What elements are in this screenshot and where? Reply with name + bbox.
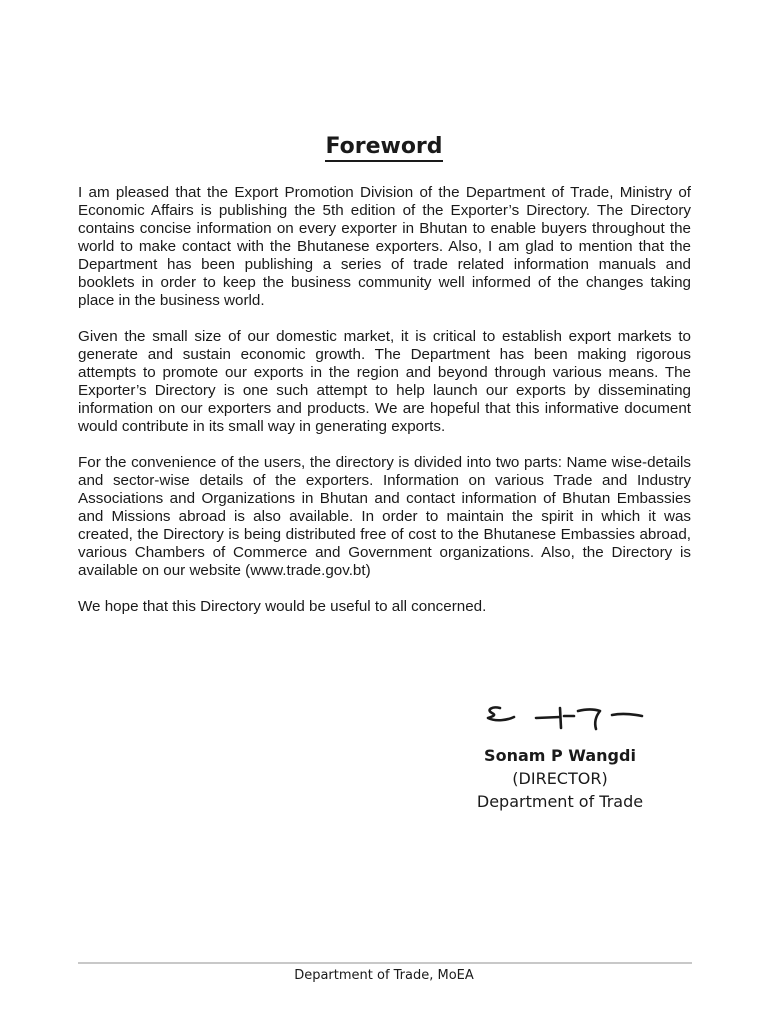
page-footer: Department of Trade, MoEA <box>294 968 474 983</box>
handwritten-signature <box>482 698 652 734</box>
page-title-text: Foreword <box>325 134 442 162</box>
signatory-block <box>450 744 670 813</box>
paragraph-4: We hope that this Directory would be useful to all concerned. <box>78 598 487 615</box>
foreword-body <box>78 184 691 634</box>
signatory-department: Department of Trade <box>476 792 644 811</box>
signatory-designation: (DIRECTOR) <box>512 769 608 788</box>
paragraph-2: Given the small size of our domestic market, it is critical to establish export markets to generate and sustain economic growth. The Department has been making rigorous attempts to promote our exports in the region and beyond through various means. The Exporter’s Directory is one such attempt to help launch our exports by disseminating information on our exporters and products. We are hopeful that this informative document would contribute in its small way in generating exports. <box>78 328 691 435</box>
footer-divider <box>78 962 692 964</box>
page-title <box>0 132 768 162</box>
paragraph-1: I am pleased that the Export Promotion Division of the Department of Trade, Ministry of Economic Affairs is publishing the 5th edition of the Exporter’s Directory. The Directory contains concise information on every exporter in Bhutan to enable buyers throughout the world to make contact with the Bhutanese exporters. Also, I am glad to mention that the Department has been publishing a series of trade related information manuals and booklets in order to keep the business community well informed of the changes taking place in the business world. <box>78 184 691 309</box>
paragraph-3: For the convenience of the users, the directory is divided into two parts: Name wise-details and sector-wise details of the exporters. Information on various Trade and Industry Associations and Organizations in Bhutan and contact information of Bhutan Embassies and Missions abroad is also available. In order to maintain the spirit in which it was created, the Directory is being distributed free of cost to the Bhutanese Embassies abroad, various Chambers of Commerce and Government organizations. Also, the Directory is available on our website (www.trade.gov.bt) <box>78 454 691 579</box>
signatory-name: Sonam P Wangdi <box>484 746 636 765</box>
